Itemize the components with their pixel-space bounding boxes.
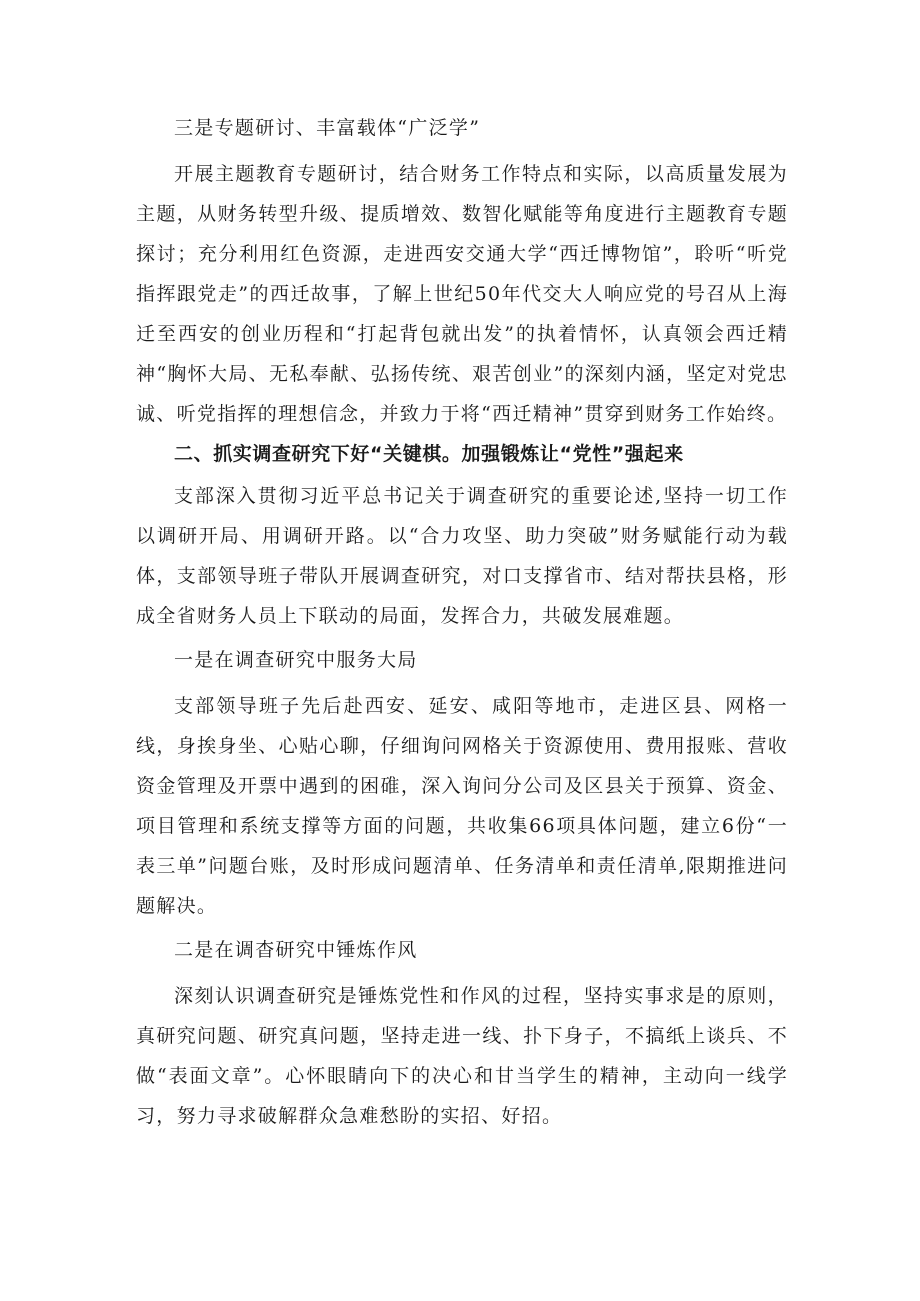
subheading-broad-study: 三是专题研讨、丰富载体“广泛学” [174,117,481,139]
paragraph-branch-research: 支部深入贯彻习近平总书记关于调查研究的重要论述,坚持一切工作以调研开局、用调研开路。以“合力攻坚、助力突破”财务赋能行动为载体，支部领导班子带队开展调查研究，对口支撑省市、结对帮扶县格，形成全省财务人员上下联动的局面，发挥合力，共破发展难题。 [136,485,788,627]
document-body [136,108,788,1136]
paragraph-field-visits: 支部领导班子先后赴西安、延安、咸阳等地市，走进区县、网格一线，身挨身坐、心贴心聊，仔细询问网格关于资源使用、费用报账、营收资金管理及开票中遇到的困碓，深入询问分公司及区县关于预算、资金、项目管理和系统支撑等方面的问题，共收集66项具体问题，建立6份“一表三单”问题台账，及时形成问题清单、任务清单和责任清单,限期推进问题解决。 [136,695,788,917]
subheading-temper-style: 二是在调杳研究中锤炼作风 [174,939,418,961]
section-heading-research: 二、抓实调查研究下好“关键棋。加强锻炼让“党性”强起来 [174,443,684,465]
subheading-serve-overall: 一是在调查研究中服务大局 [174,649,418,671]
paragraph-practical-style: 深刻认识调查研究是锤炼党性和作风的过程，坚持实事求是的原则，真研究问题、研究真问题，坚持走进一线、扑下身子，不搞纸上谈兵、不做“表面文章”。心怀眼睛向下的决心和甘当学生的精神，主动向一线学习，努力寻求破解群众急难愁盼的实招、好招。 [136,985,788,1127]
paragraph-thematic-seminar: 开展主题教育专题研讨，结合财务工作特点和实际，以高质量发展为主题，从财务转型升级、提质增效、数智化赋能等角度进行主题教育专题探讨；充分利用红色资源，走进西安交通大学“西迁博物馆”，聆听“听党指挥跟党走”的西迁故事，了解上世纪50年代交大人响应党的号召从上海迁至西安的创业历程和“打起背包就出发”的执着情怀，认真领会西迁精神“胸怀大局、无私奉献、弘扬传统、艰苦创业”的深刻内涵，坚定对党忠诚、听党指挥的理想信念，并致力于将“西迁精神”贯穿到财务工作始终。 [136,163,788,425]
